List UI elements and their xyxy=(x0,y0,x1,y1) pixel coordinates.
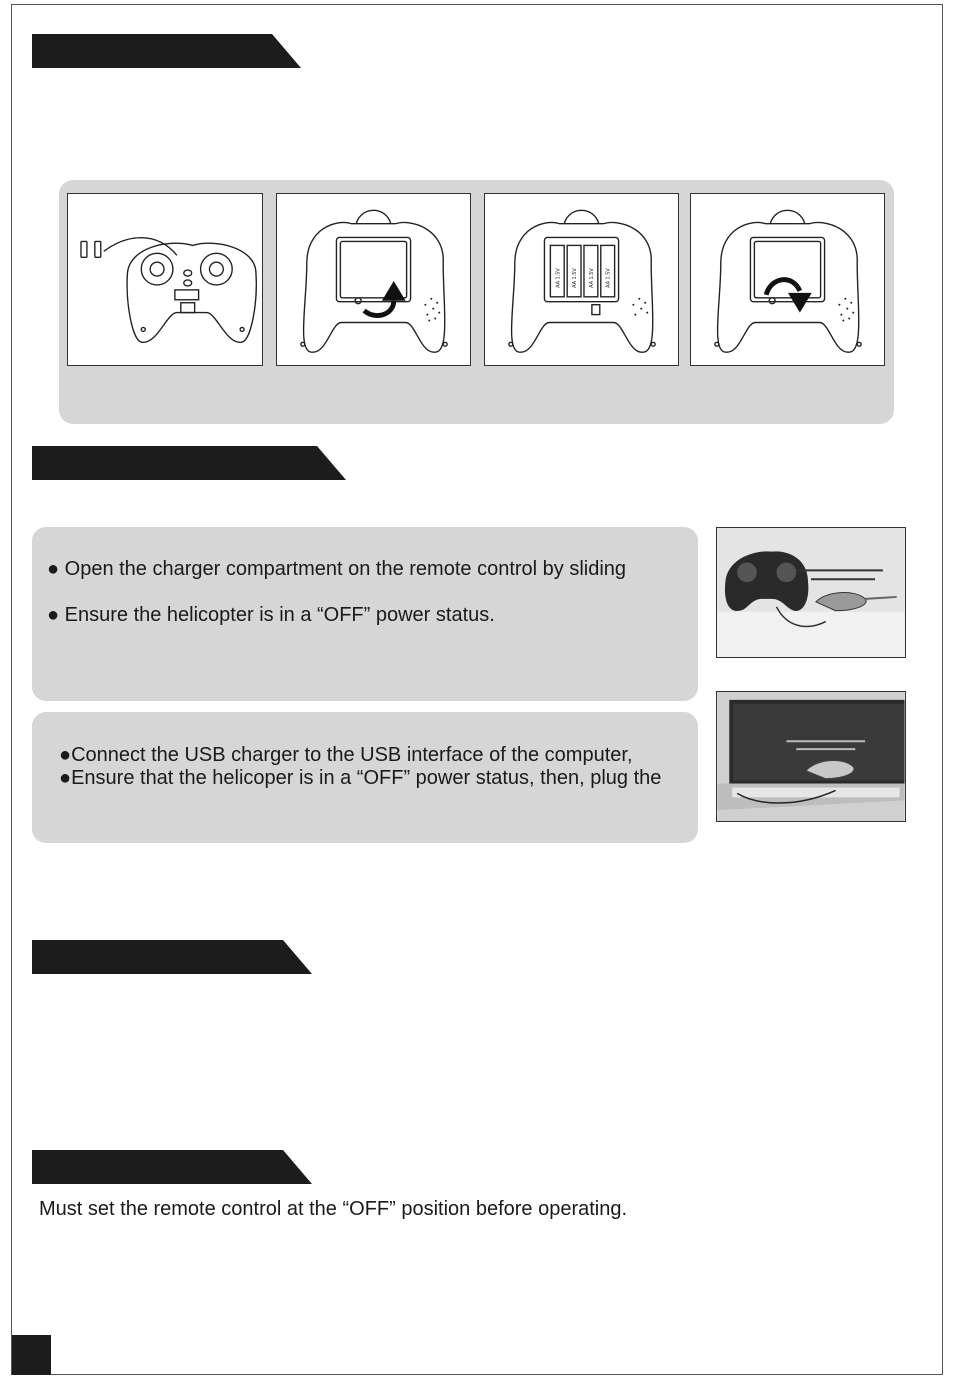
remote-front-drawing xyxy=(68,194,262,365)
remote-charging-photo-art xyxy=(717,528,905,657)
remote-charging-helicopter-photo xyxy=(716,527,906,658)
remote-back-open-drawing xyxy=(277,194,470,365)
section-header-3 xyxy=(32,940,312,974)
step-2-open-cover-illustration xyxy=(276,193,471,366)
section-header-4 xyxy=(32,1150,312,1184)
operation-note: Must set the remote control at the “OFF” position before operating. xyxy=(39,1198,628,1220)
battery-label-4: AA 1.5V xyxy=(605,268,612,288)
battery-label-2: AA 1.5V xyxy=(572,268,579,288)
remote-back-batteries-drawing xyxy=(485,194,678,365)
remote-back-close-drawing xyxy=(691,194,884,365)
charging-bullet-2: ● Ensure the helicopter is in a “OFF” power status. xyxy=(47,604,495,626)
section-header-charging xyxy=(32,446,346,480)
usb-charging-photo-art xyxy=(717,692,905,821)
charging-bullet-1: ● Open the charger compartment on the remote control by sliding xyxy=(47,558,627,580)
battery-label-1: AA 1.5V xyxy=(555,268,562,288)
section-header-battery-installation xyxy=(32,34,301,68)
step-1-batteries-and-remote-illustration xyxy=(67,193,263,366)
usb-charging-bullet-2: ●Ensure that the helicoper is in a “OFF” power status, then, plug the xyxy=(59,767,662,789)
step-4-close-cover-illustration xyxy=(690,193,885,366)
usb-charging-laptop-photo xyxy=(716,691,906,822)
step-3-install-batteries-illustration xyxy=(484,193,679,366)
page-number-block xyxy=(12,1335,51,1375)
usb-charging-bullet-1: ●Connect the USB charger to the USB interface of the computer, xyxy=(59,744,633,766)
battery-label-3: AA 1.5V xyxy=(588,268,595,288)
